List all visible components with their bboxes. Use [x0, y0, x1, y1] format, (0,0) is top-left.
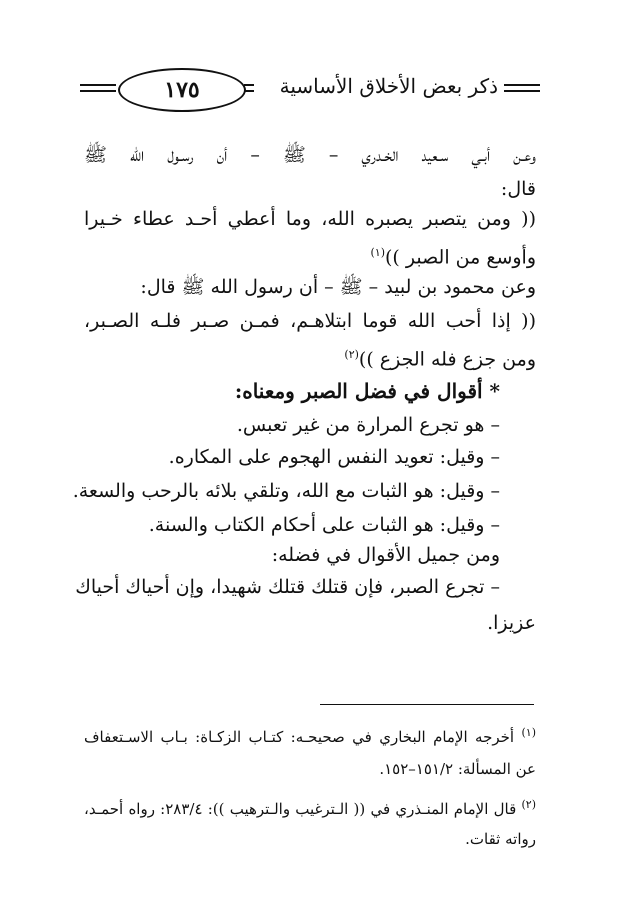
footnote-2-line-1: $^{(٢)}$ قال الإمام المنـذري في (( الـترغيب والـترهيب )): ٢٨٣/٤: رواه أحمـد، — [84, 798, 536, 818]
header-rule-right — [504, 84, 540, 92]
footnote-2-line-2: رواته ثقات. — [465, 830, 536, 848]
footnote-2-marker: (٢) — [521, 798, 536, 811]
body-line-2: قال: — [500, 178, 536, 200]
page-header — [80, 66, 540, 114]
footnote-1-line-2: عن المسألة: ١٥١/٢–١٥٢. — [379, 760, 536, 778]
body-line-4 — [370, 238, 536, 272]
footnote-ref-1: (١) — [370, 246, 385, 259]
hadith-text: وأوسع من الصبر )) — [384, 246, 536, 269]
body-line-11: – وقيل: هو الثبات مع الله، وتلقي بلائه بالرحب والسعة. — [72, 480, 500, 502]
body-line-12: – وقيل: هو الثبات على أحكام الكتاب والسنة. — [148, 514, 500, 536]
body-line-9: – هو تجرع المرارة من غير تعبس. — [236, 414, 500, 436]
body-line-10: – وقيل: تعويد النفس الهجوم على المكاره. — [168, 446, 500, 468]
running-title: ذكر بعض الأخلاق الأساسية — [279, 74, 498, 98]
body-line-14: – تجرع الصبر، فإن قتلك قتلك شهيدا، وإن أحياك أحياك — [75, 576, 500, 598]
body-line-15: عزيزا. — [487, 612, 536, 634]
header-rule-left — [80, 84, 116, 92]
page-number: ١٧٥ — [118, 68, 246, 112]
section-heading: * أقوال في فضل الصبر ومعناه: — [234, 379, 500, 403]
hadith-text-2: ومن جزع فله الجزع )) — [358, 348, 536, 371]
body-line-3: (( ومن يتصبر يصبره الله، وما أعطي أحـد عطاء خـيرا — [84, 208, 536, 230]
body-line-5: وعن محمود بن لبيد – ﷺ – أن رسول الله ﷺ قال: — [140, 276, 536, 298]
footnote-divider — [320, 704, 534, 705]
body-line-13: ومن جميل الأقوال في فضله: — [271, 544, 500, 566]
body-line-1: وعـن أبـي سـعيد الخـدري – ﷺ – أن رسـول الله ﷺ — [84, 144, 536, 166]
footnote-1-marker: (١) — [521, 726, 536, 739]
footnote-ref-2: (٢) — [344, 348, 359, 361]
body-line-6: (( إذا أحب الله قوما ابتلاهـم، فمـن صـبر فلـه الصـبر، — [84, 310, 536, 332]
footnote-1-line-1: $^{(١)}$ أخرجه الإمام البخاري في صحيحـه: كتـاب الزكـاة: بـاب الاسـتعفاف — [84, 726, 536, 746]
body-line-7 — [344, 340, 536, 374]
